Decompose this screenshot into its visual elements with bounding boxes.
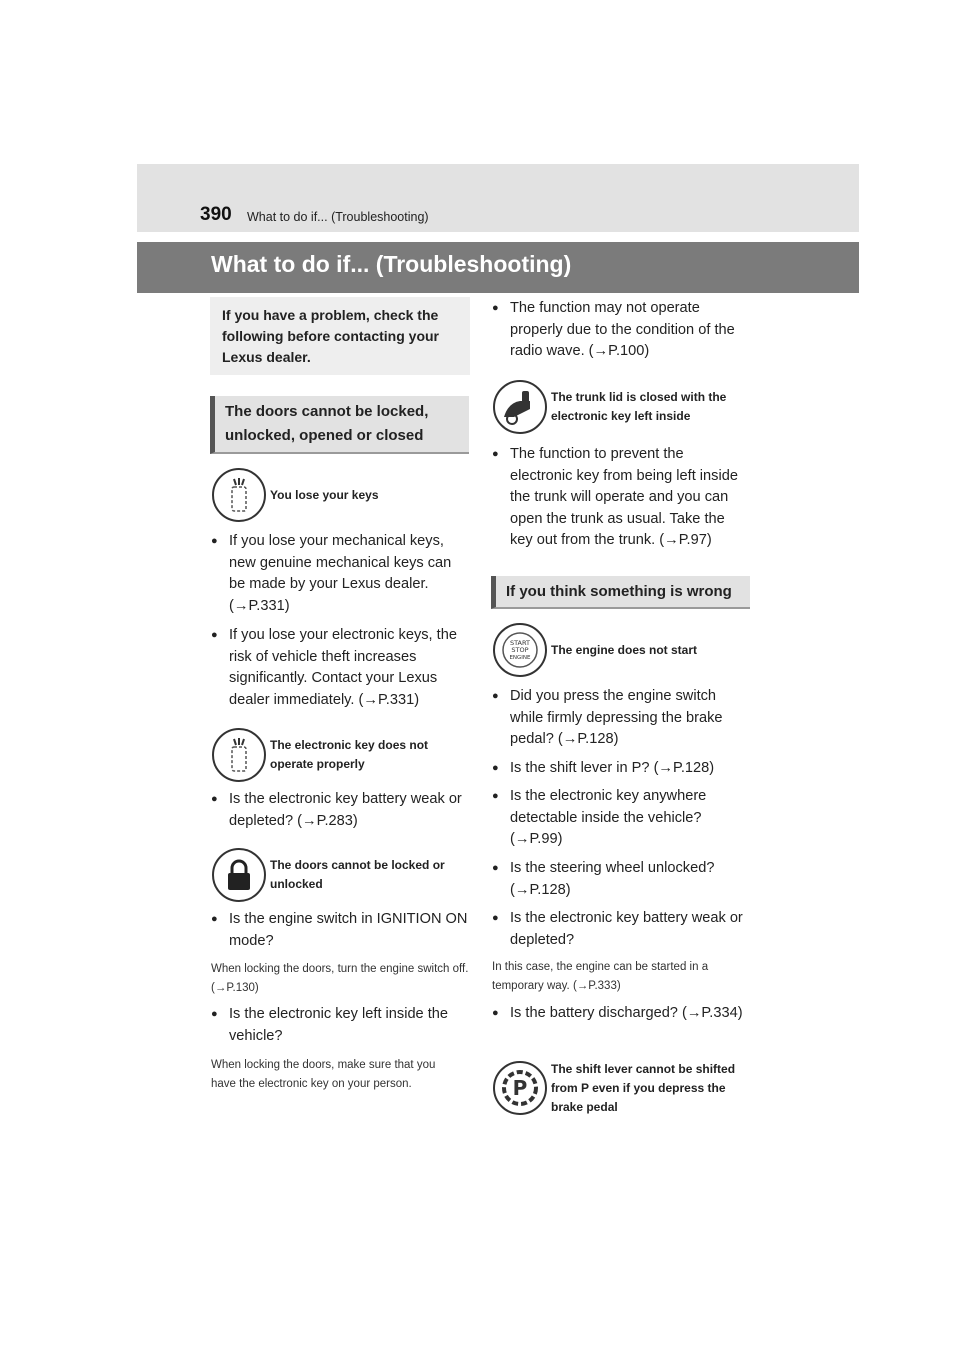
engine-text: ENGINE (509, 655, 531, 661)
bullet-battery-weak: ● Is the electronic key battery weak or depleted? (→P.283) (211, 789, 469, 832)
section-title: What to do if... (Troubleshooting) (211, 251, 572, 277)
bullet-key-inside: ● Is the electronic key left inside the vehicle? (211, 1004, 469, 1047)
subhead-trunk-closed (493, 378, 741, 436)
bullet-steering-unlocked: ● Is the steering wheel unlocked? (→P.128) (492, 858, 750, 901)
bullet-elec-keys: ● If you lose your electronic keys, the risk of vehicle theft increases significantly. Contact your Lexus dealer immediately. (→P.331) (211, 625, 469, 711)
subhead-label: The trunk lid is closed with the electronic key left inside (551, 390, 727, 423)
intro-text: If you have a problem, check the following before contacting your Lexus dealer. (222, 307, 439, 365)
heading-wrong: If you think something is wrong (491, 576, 750, 609)
note-temp-start: In this case, the engine can be started in a temporary way. (→P.333) (492, 961, 709, 992)
running-title: What to do if... (Troubleshooting) (247, 210, 429, 224)
subhead-label: The shift lever cannot be shifted from P even if you depress the brake pedal (551, 1061, 736, 1114)
shift-lock-p-icon (493, 1061, 547, 1115)
subhead-label: You lose your keys (270, 487, 379, 502)
heading-doors: The doors cannot be locked, unlocked, opened or closed (210, 396, 469, 454)
bullet-shift-in-p: ● Is the shift lever in P? (→P.128) (492, 758, 750, 780)
bullet-battery-discharged: ● Is the battery discharged? (→P.334) (492, 1003, 750, 1025)
subhead-label: The engine does not start (551, 642, 698, 657)
page-number: 390 (200, 204, 232, 225)
subhead-engine-not-start (493, 621, 697, 679)
bullet-mech-keys: ● If you lose your mechanical keys, new genuine mechanical keys can be made by your Lexus dealer. (→P.331) (211, 531, 469, 617)
header-band (137, 164, 859, 232)
engine-start-button-icon (493, 623, 547, 677)
stop-text: STOP (511, 646, 529, 654)
subhead-label: The doors cannot be locked or unlocked (270, 858, 445, 891)
shift-letter: P (512, 1076, 528, 1100)
trunk-key-icon (493, 380, 547, 434)
bullet-radio-wave: ● The function may not operate properly due to the condition of the radio wave. (→P.100) (492, 298, 750, 363)
padlock-icon (212, 848, 266, 902)
subhead-key-not-operate (212, 726, 455, 784)
bullet-ignition-on: ● Is the engine switch in IGNITION ON mode? (211, 909, 469, 952)
intro-box (210, 297, 470, 375)
subhead-doors-lock (212, 846, 460, 904)
note-key: When locking the doors, make sure that you have the electronic key on your person. (211, 1059, 436, 1090)
bullet-trunk-function: ● The function to prevent the electronic key from being left inside the trunk will operate and you can open the trunk as usual. Take the key out from the trunk. (→P.97) (492, 444, 750, 552)
bullet-battery-weak2: ● Is the electronic key battery weak or depleted? (492, 908, 750, 951)
start-text: START (509, 639, 531, 647)
bullet-key-detectable: ● Is the electronic key anywhere detectable inside the vehicle? (→P.99) (492, 786, 750, 851)
key-icon (212, 728, 266, 782)
note-ignition: When locking the doors, turn the engine switch off. (→P.130) (211, 963, 469, 994)
subhead-shift-lever (493, 1058, 751, 1118)
key-icon (212, 468, 266, 522)
subhead-lose-keys (212, 466, 379, 524)
bullet-press-switch: ● Did you press the engine switch while firmly depressing the brake pedal? (→P.128) (492, 686, 750, 751)
subhead-label: The electronic key does not operate properly (270, 738, 429, 771)
